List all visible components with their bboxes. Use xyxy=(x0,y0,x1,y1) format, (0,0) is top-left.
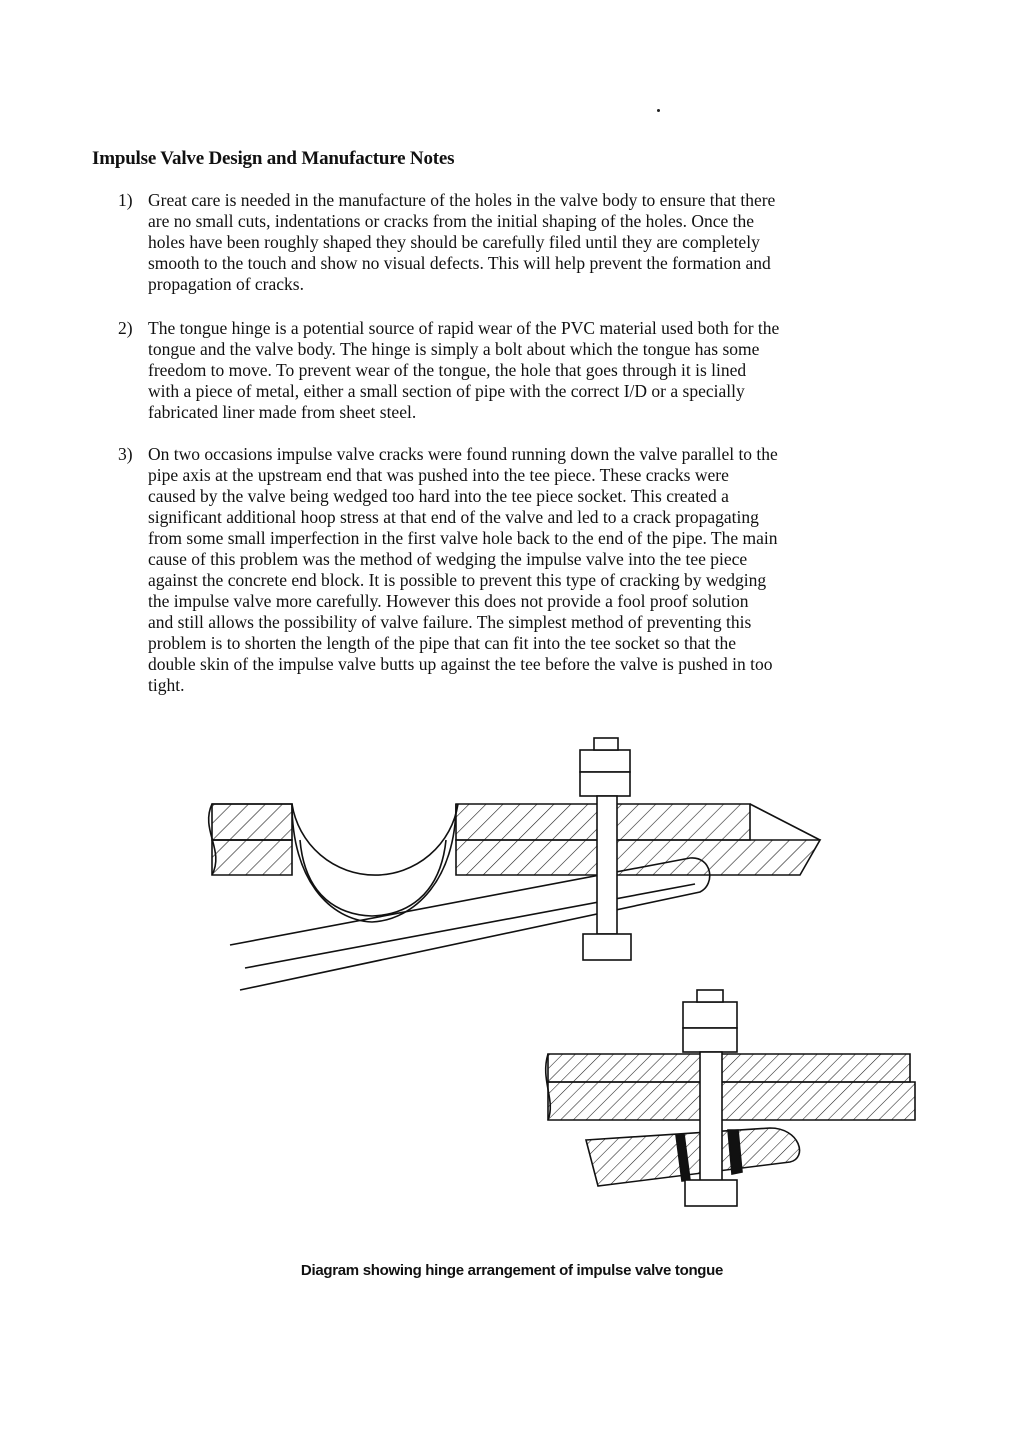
note-line: freedom to move. To prevent wear of the tongue, the hole that goes through it is lined xyxy=(148,360,747,380)
note-line: against the concrete end block. It is possible to prevent this type of cracking by wedging xyxy=(148,570,767,590)
detail-bolt-shank xyxy=(700,1052,722,1182)
detail-wall-top xyxy=(548,1054,910,1082)
bolt-shank xyxy=(597,796,617,934)
note-number: 3) xyxy=(118,444,133,464)
note-line: are no small cuts, indentations or cracks from the initial shaping of the holes. Once the xyxy=(148,211,755,231)
stray-dot xyxy=(657,109,660,112)
note-item-2 xyxy=(118,318,918,423)
note-line: from some small imperfection in the first valve hole back to the end of the pipe. The main xyxy=(148,528,778,548)
note-line: double skin of the impulse valve butts up against the tee before the valve is pushed in too xyxy=(148,654,773,674)
bolt-head xyxy=(580,750,630,772)
note-item-1 xyxy=(118,190,918,295)
note-line: tight. xyxy=(148,675,185,695)
note-line: holes have been roughly shaped they should be carefully filed until they are completely xyxy=(148,232,760,252)
note-line: propagation of cracks. xyxy=(148,274,304,294)
note-line: with a piece of metal, either a small section of pipe with the correct I/D or a specially xyxy=(148,381,745,401)
note-line: tongue and the valve body. The hinge is simply a bolt about which the tongue has some xyxy=(148,339,760,359)
upper-hinge-view xyxy=(209,738,820,990)
note-number: 1) xyxy=(118,190,133,210)
note-line: caused by the valve being wedged too hard into the tee piece socket. This created a xyxy=(148,486,729,506)
figure-caption: Diagram showing hinge arrangement of impulse valve tongue xyxy=(300,1262,724,1279)
note-line: cause of this problem was the method of wedging the impulse valve into the tee piece xyxy=(148,549,748,569)
valve-hole-curve xyxy=(292,804,456,922)
note-number: 2) xyxy=(118,318,133,338)
detail-tongue xyxy=(586,1128,800,1186)
valve-tongue xyxy=(230,858,710,990)
note-line: smooth to the touch and show no visual defects. This will help prevent the formation and xyxy=(148,253,771,273)
note-line: On two occasions impulse valve cracks were found running down the valve parallel to the xyxy=(148,444,778,464)
note-line: and still allows the possibility of valve failure. The simplest method of preventing this xyxy=(148,612,752,632)
note-item-3 xyxy=(118,444,918,696)
lower-hinge-view xyxy=(546,990,915,1206)
note-line: fabricated liner made from sheet steel. xyxy=(148,402,417,422)
note-line: significant additional hoop stress at that end of the valve and led to a crack propagating xyxy=(148,507,759,527)
note-line: problem is to shorten the length of the pipe that can fit into the tee socket so that the xyxy=(148,633,737,653)
bolt-nut xyxy=(583,934,631,960)
hinge-diagram xyxy=(0,730,1024,1250)
note-line: Great care is needed in the manufacture of the holes in the valve body to ensure that there xyxy=(148,190,776,210)
document-title: Impulse Valve Design and Manufacture Notes xyxy=(92,148,455,169)
note-line: the impulse valve more carefully. However this does not provide a fool proof solution xyxy=(148,591,749,611)
note-line: The tongue hinge is a potential source of rapid wear of the PVC material used both for the xyxy=(148,318,780,338)
detail-bolt-nut xyxy=(685,1180,737,1206)
note-line: pipe axis at the upstream end that was pushed into the tee piece. These cracks were xyxy=(148,465,729,485)
detail-wall-bottom xyxy=(548,1082,915,1120)
